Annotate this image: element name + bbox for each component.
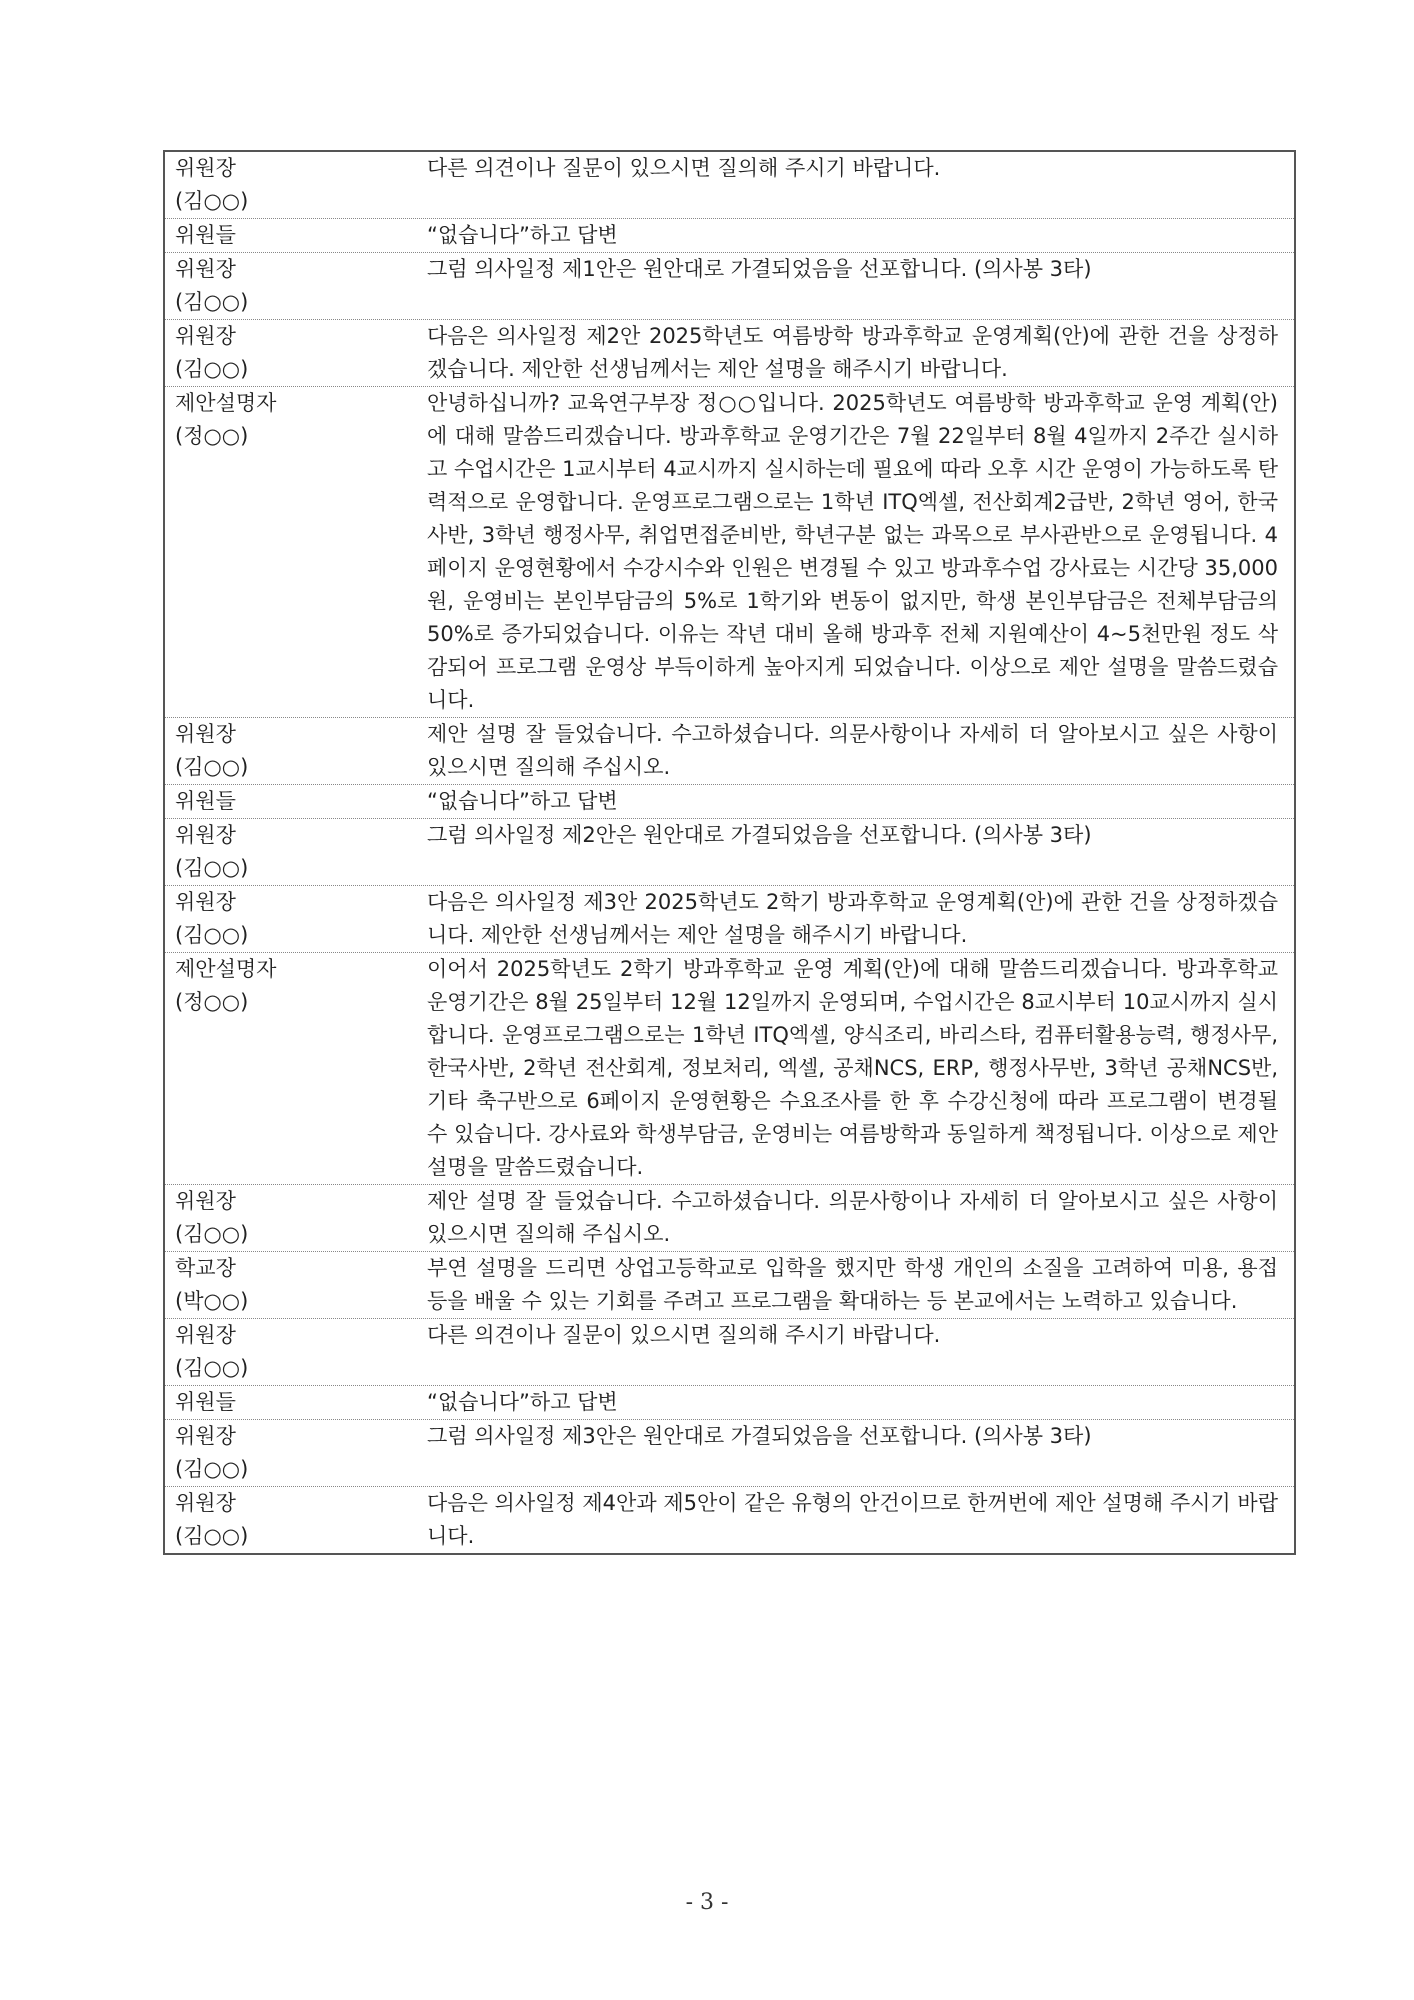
speaker-name: (김○○) [175,1356,249,1380]
speaker-role: 위원장 [175,324,236,348]
speaker-cell [165,1252,427,1318]
speaker-role: 위원들 [175,789,236,813]
minutes-row [165,818,1294,885]
minutes-row [165,218,1294,252]
speaker-cell [165,1420,427,1486]
speaker-cell [165,1487,427,1553]
statement-text: 그럼 의사일정 제1안은 원안대로 가결되었음을 선포합니다. (의사봉 3타) [427,257,1092,281]
statement-text: “없습니다”하고 답변 [427,223,618,247]
speaker-cell [165,886,427,952]
minutes-row [165,1318,1294,1385]
minutes-row [165,319,1294,386]
speaker-name: (정○○) [175,990,249,1014]
speaker-role: 위원들 [175,1390,236,1414]
statement-text: 다음은 의사일정 제3안 2025학년도 2학기 방과후학교 운영계획(안)에 관한 건을 상정하겠습니다. 제안한 선생님께서는 제안 설명을 해주시기 바랍니다. [427,890,1278,947]
minutes-row [165,1419,1294,1486]
statement-text: 제안 설명 잘 들었습니다. 수고하셨습니다. 의문사항이나 자세히 더 알아보시고 싶은 사항이 있으시면 질의해 주십시오. [427,722,1278,779]
speaker-role: 학교장 [175,1256,236,1280]
speaker-cell [165,1386,427,1419]
minutes-row [165,784,1294,818]
speaker-cell [165,320,427,386]
statement-text: 다른 의견이나 질문이 있으시면 질의해 주시기 바랍니다. [427,156,941,180]
speaker-name: (김○○) [175,1457,249,1481]
speaker-cell [165,819,427,885]
speaker-name: (김○○) [175,1222,249,1246]
statement-text: 다음은 의사일정 제4안과 제5안이 같은 유형의 안건이므로 한꺼번에 제안 설명해 주시기 바랍니다. [427,1491,1278,1548]
statement-text: 안녕하십니까? 교육연구부장 정○○입니다. 2025학년도 여름방학 방과후학교 운영 계획(안)에 대해 말씀드리겠습니다. 방과후학교 운영기간은 7월 22일부터 8월 4일까지 2주간 실시하고 수업시간은 1교시부터 4교시까지 실시하는데 필요에 따라 오후 시간 운영이 가능하도록 탄력적으로 운영합니다. 운영프로그램으로는 1학년 ITQ엑셀, 전산회계2급반, 2학년 영어, 한국사반, 3학년 행정사무, 취업면접준비반, 학년구분 없는 과목으로 부사관반으로 운영됩니다. 4페이지 운영현황에서 수강시수와 인원은 변경될 수 있고 방과후수업 강사료는 시간당 35,000원, 운영비는 본인부담금의 5%로 1학기와 변동이 없지만, 학생 본인부담금은 전체부담금의 50%로 증가되었습니다. 이유는 작년 대비 올해 방과후 전체 지원예산이 4~5천만원 정도 삭감되어 프로그램 운영상 부득이하게 높아지게 되었습니다. 이상으로 제안 설명을 말씀드렸습니다. [427,391,1278,712]
speaker-role: 위원장 [175,257,236,281]
speaker-name: (김○○) [175,856,249,880]
statement-text: 다음은 의사일정 제2안 2025학년도 여름방학 방과후학교 운영계획(안)에 관한 건을 상정하겠습니다. 제안한 선생님께서는 제안 설명을 해주시기 바랍니다. [427,324,1278,381]
minutes-row [165,1184,1294,1251]
minutes-row [165,386,1294,717]
speaker-cell [165,718,427,784]
speaker-name: (김○○) [175,923,249,947]
minutes-row [165,1251,1294,1318]
speaker-cell [165,1185,427,1251]
speaker-name: (김○○) [175,1524,249,1548]
speaker-role: 제안설명자 [175,391,277,415]
minutes-row [165,152,1294,218]
speaker-role: 위원장 [175,1189,236,1213]
speaker-role: 위원장 [175,890,236,914]
minutes-row [165,952,1294,1184]
speaker-role: 위원장 [175,156,236,180]
speaker-role: 위원장 [175,1323,236,1347]
minutes-table [163,150,1296,1555]
speaker-name: (정○○) [175,424,249,448]
statement-text: “없습니다”하고 답변 [427,1390,618,1414]
speaker-name: (김○○) [175,755,249,779]
speaker-cell [165,953,427,1184]
speaker-cell [165,1319,427,1385]
minutes-row [165,885,1294,952]
speaker-cell [165,387,427,717]
speaker-cell [165,152,427,218]
speaker-name: (박○○) [175,1289,249,1313]
statement-text: 다른 의견이나 질문이 있으시면 질의해 주시기 바랍니다. [427,1323,941,1347]
speaker-cell [165,253,427,319]
speaker-role: 위원들 [175,223,236,247]
speaker-name: (김○○) [175,357,249,381]
speaker-role: 제안설명자 [175,957,277,981]
minutes-row [165,717,1294,784]
speaker-role: 위원장 [175,722,236,746]
minutes-row [165,1486,1294,1553]
statement-text: “없습니다”하고 답변 [427,789,618,813]
statement-text: 이어서 2025학년도 2학기 방과후학교 운영 계획(안)에 대해 말씀드리겠습니다. 방과후학교 운영기간은 8월 25일부터 12월 12일까지 운영되며, 수업시간은 8교시부터 10교시까지 실시합니다. 운영프로그램으로는 1학년 ITQ엑셀, 양식조리, 바리스타, 컴퓨터활용능력, 행정사무, 한국사반, 2학년 전산회계, 정보처리, 엑셀, 공채NCS, ERP, 행정사무반, 3학년 공채NCS반, 기타 축구반으로 6페이지 운영현황은 수요조사를 한 후 수강신청에 따라 프로그램이 변경될 수 있습니다. 강사료와 학생부담금, 운영비는 여름방학과 동일하게 책정됩니다. 이상으로 제안 설명을 말씀드렸습니다. [427,957,1278,1179]
statement-text: 부연 설명을 드리면 상업고등학교로 입학을 했지만 학생 개인의 소질을 고려하여 미용, 용접 등을 배울 수 있는 기회를 주려고 프로그램을 확대하는 등 본교에서는 노력하고 있습니다. [427,1256,1278,1313]
speaker-role: 위원장 [175,1424,236,1448]
minutes-row [165,1385,1294,1419]
speaker-cell [165,785,427,818]
speaker-role: 위원장 [175,823,236,847]
statement-text: 제안 설명 잘 들었습니다. 수고하셨습니다. 의문사항이나 자세히 더 알아보시고 싶은 사항이 있으시면 질의해 주십시오. [427,1189,1278,1246]
statement-text: 그럼 의사일정 제2안은 원안대로 가결되었음을 선포합니다. (의사봉 3타) [427,823,1092,847]
statement-text: 그럼 의사일정 제3안은 원안대로 가결되었음을 선포합니다. (의사봉 3타) [427,1424,1092,1448]
speaker-name: (김○○) [175,189,249,213]
page-number: - 3 - [685,1890,729,1915]
speaker-name: (김○○) [175,290,249,314]
speaker-role: 위원장 [175,1491,236,1515]
minutes-row [165,252,1294,319]
speaker-cell [165,219,427,252]
